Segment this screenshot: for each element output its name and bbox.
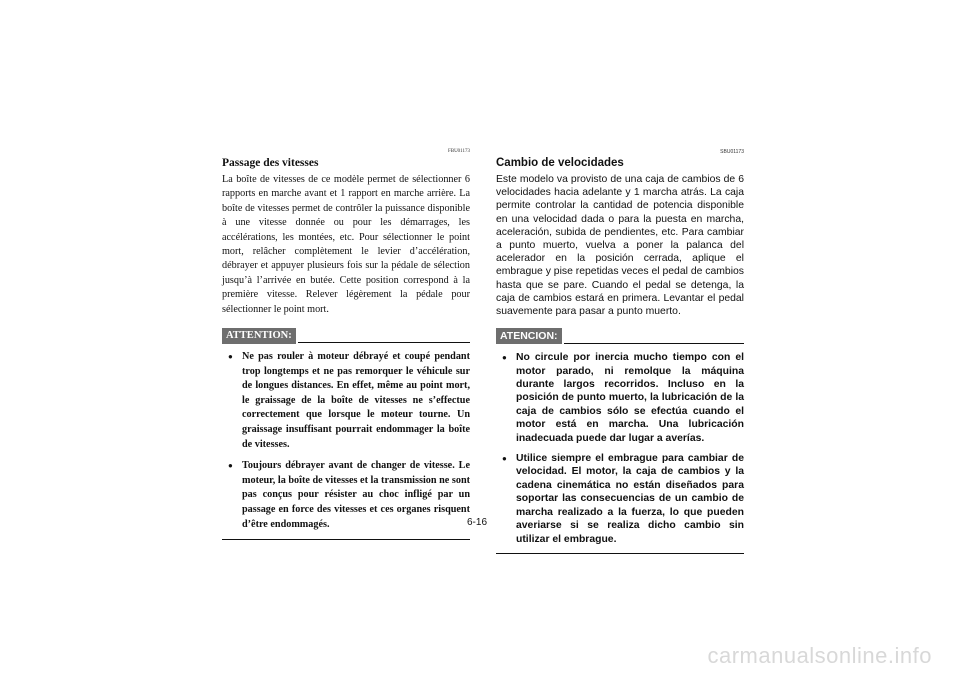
- bullet-icon: ●: [228, 461, 233, 471]
- warning-label: ATENCION:: [496, 328, 562, 344]
- warning-end-rule: [222, 539, 470, 540]
- warning-item: [222, 350, 470, 452]
- spanish-column: [496, 148, 744, 554]
- warning-rule: [564, 343, 744, 344]
- warning-text: Ne pas rouler à moteur débrayé et coupé pendant trop longtemps et ne pas remorquer le véhicule sur de longues distances. En effet, même au point mort, le graissage de la boîte de vitesses ne s’effectue correctement que lorsque le moteur tourne. Un graissage insuffisant pourrait endommager la boîte de vitesses.: [242, 351, 470, 450]
- warning-list: [496, 351, 744, 546]
- warning-header: [222, 325, 470, 341]
- watermark: carmanualsonline.info: [707, 643, 932, 668]
- warning-item: [496, 351, 744, 445]
- warning-text: Toujours débrayer avant de changer de vitesse. Le moteur, la boîte de vitesses et la transmission ne sont pas conçus pour résister au choc infligé par un passage en force des vitesses et ces organes risquent d’être endommagés.: [242, 460, 470, 530]
- warning-label: ATTENTION:: [222, 328, 296, 344]
- bullet-icon: ●: [228, 352, 233, 362]
- warning-rule: [298, 342, 470, 343]
- warning-end-rule: [496, 553, 744, 554]
- section-code: SBU01173: [720, 149, 744, 155]
- section-heading: Passage des vitesses: [222, 157, 319, 169]
- section-body: Este modelo va provisto de una caja de cambios de 6 velocidades hacia adelante y 1 marcha atrás. La caja permite controlar la cantidad de potencia disponible en una velocidad dada o para la puesta en marcha, aceleración, subida de pendientes, etc. Para cambiar a punto muerto, vuelva a poner la palanca del acelerador en la posición cerrada, aplique el embrague y pise repetidas veces el pedal de cambios hasta que se pare. Cuando el pedal se detenga, la caja de cambios estará en primera. Levantar el pedal suavemente para pasar a punto muerto.: [496, 174, 744, 318]
- page-number: 6-16: [467, 517, 488, 528]
- warning-item: [496, 452, 744, 546]
- bullet-icon: ●: [502, 353, 507, 363]
- section-body: La boîte de vitesses de ce modèle permet de sélectionner 6 rapports en marche avant et 1 rapport en marche arrière. La boîte de vitesses permet de contrôler la puissance disponible à une vitesse donnée ou pour les démarrages, les accélérations, les montées, etc. Pour sélectionner le point mort, relâcher complètement le levier d’accélération, débrayer et appuyer plusieurs fois sur la pédale de sélection jusqu’à l’arrivée en butée. Cette position correspond à la première vitesse. Relever légèrement la pédale pour sélectionner le point mort.: [222, 174, 470, 315]
- warning-header: [496, 326, 744, 342]
- warning-text: Utilice siempre el embrague para cambiar de velocidad. El motor, la caja de cambios y la cadena cinemática no están diseñados para soportar las consecuencias de un cambio de marcha realizado a la fuerza, lo que pueden averiarse si se realiza dicho cambio sin utilizar el embrague.: [516, 453, 744, 545]
- french-column: [222, 148, 470, 540]
- warning-item: [222, 459, 470, 532]
- warning-text: No circule por inercia mucho tiempo con el motor parado, ni remolque la máquina durante largos recorridos. Incluso en la posición de punto muerto, la lubricación de la caja de cambios sólo se efectúa cuando el motor está en marcha. Una lubricación inadecuada puede dar lugar a averías.: [516, 352, 744, 444]
- section-code: FBU01173: [447, 149, 470, 154]
- section-heading: Cambio de velocidades: [496, 157, 624, 169]
- warning-list: [222, 350, 470, 532]
- bullet-icon: ●: [502, 454, 507, 464]
